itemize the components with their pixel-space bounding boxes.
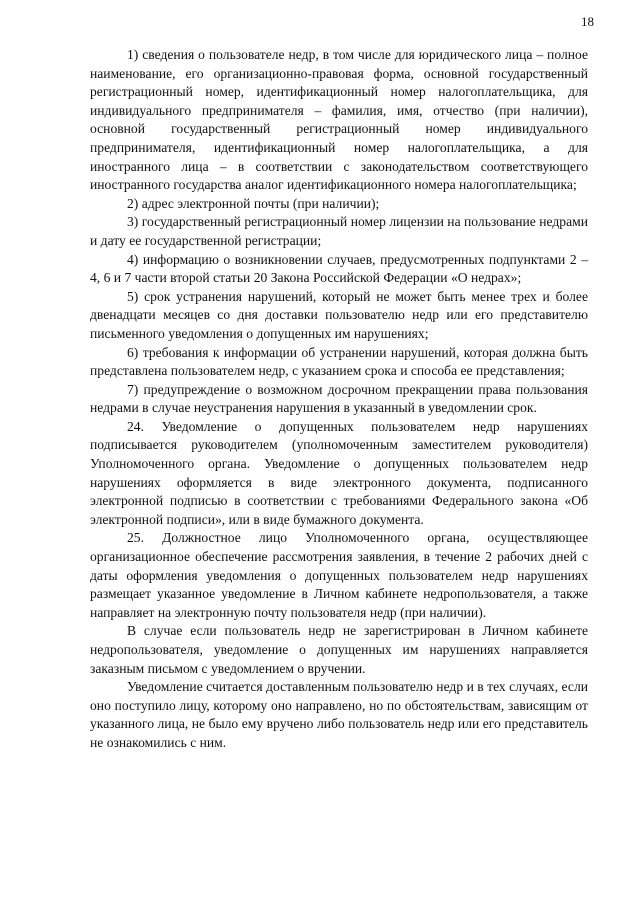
paragraph-item-7: 7) предупреждение о возможном досрочном прекращении права пользования недрами в случае неустранения нарушения в указанный в уведомлении срок. bbox=[90, 381, 588, 416]
paragraph-item-5: 5) срок устранения нарушений, который не может быть менее трех и более двенадцати месяцев со дня доставки пользователю недр или его представителю письменного уведомления о допущенных им нарушениях; bbox=[90, 288, 588, 341]
paragraph-item-2: 2) адрес электронной почты (при наличии); bbox=[127, 195, 380, 211]
paragraph-item-4: 4) информацию о возникновении случаев, предусмотренных подпунктами 2 – 4, 6 и 7 части второй статьи 20 Закона Российской Федерации «О недрах»; bbox=[90, 251, 588, 286]
paragraph-section-25: 25. Должностное лицо Уполномоченного органа, осуществляющее организационное обеспечение рассмотрения заявления, в течение 2 рабочих дней с даты оформления уведомления о допущенных пользователем недр нарушениях размещает указанное уведомление в Личном кабинете недропользователя, а также направляет на электронную почту пользователя недр (при наличии). bbox=[90, 530, 588, 620]
page-number: 18 bbox=[581, 14, 594, 29]
paragraph-delivery: Уведомление считается доставленным пользователю недр и в тех случаях, если оно поступило лицу, которому оно направлено, но по обстоятельствам, зависящим от указанного лица, не было ему вручено либо пользователь недр или его представитель не ознакомились с ним. bbox=[90, 679, 588, 750]
paragraph-item-1: 1) сведения о пользователе недр, в том числе для юридического лица – полное наименование, его организационно-правовая форма, основной государственный регистрационный номер, идентификационный номер налогоплательщика, для индивидуального предпринимателя – фамилия, имя, отчество (при наличии), основной государственный регистрационный номер индивидуального предпринимателя, идентификационный номер налогоплательщика, а для иностранного лица – в соответствии с законодательством соответствующего иностранного государства аналог идентификационного номера налогоплательщика; bbox=[90, 47, 588, 193]
paragraph-registered-mail: В случае если пользователь недр не зарегистрирован в Личном кабинете недропользователя, уведомление о допущенных им нарушениях направляется заказным письмом с уведомлением о вручении. bbox=[90, 623, 588, 676]
document-body bbox=[90, 46, 588, 753]
paragraph-item-3: 3) государственный регистрационный номер лицензии на пользование недрами и дату ее государственной регистрации; bbox=[90, 214, 588, 248]
paragraph-section-24: 24. Уведомление о допущенных пользователем недр нарушениях подписывается руководителем (уполномоченным заместителем руководителя) Уполномоченного органа. Уведомление о допущенных пользователем недр нарушениях оформляется в виде электронного документа, подписанного электронной подписью в соответствии с требованиями Федерального закона «Об электронной подписи», или в виде бумажного документа. bbox=[90, 418, 588, 527]
paragraph-item-6: 6) требования к информации об устранении нарушений, которая должна быть представлена пользователем недр, с указанием срока и способа ее представления; bbox=[90, 344, 588, 379]
